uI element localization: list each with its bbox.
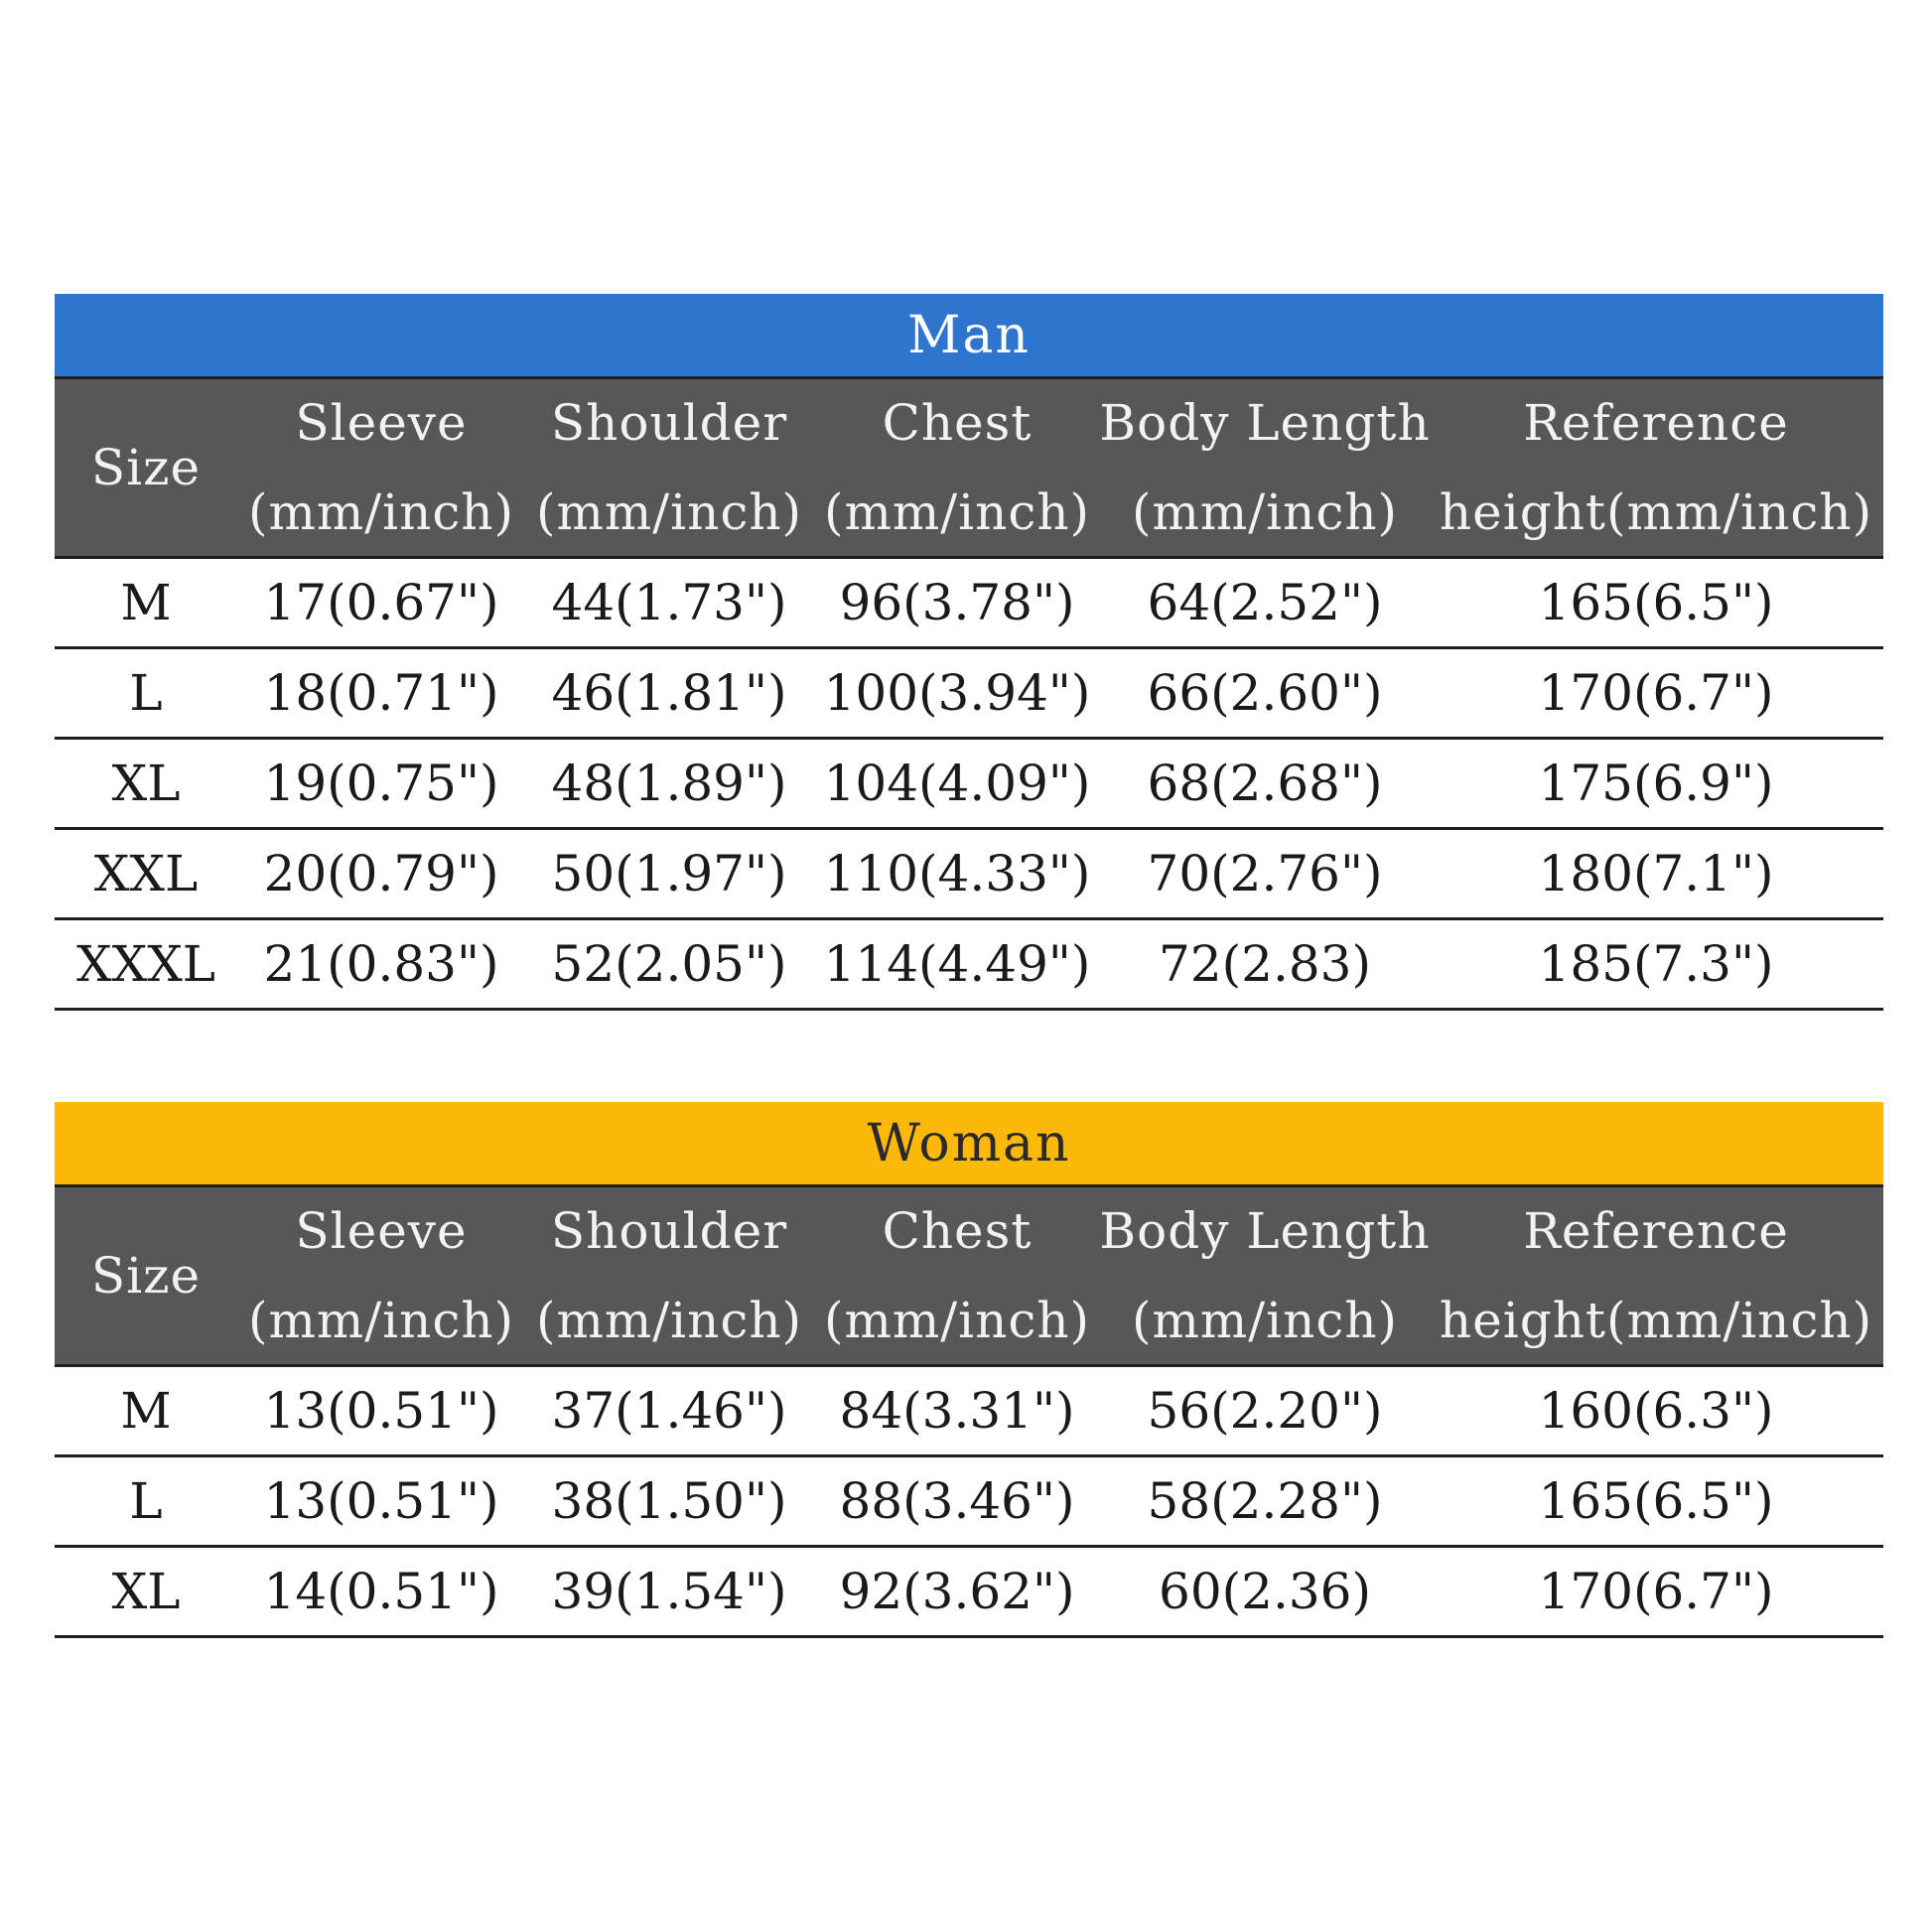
table-row [55, 920, 1883, 1011]
table-row [55, 559, 1883, 649]
size-cell: XL [111, 1563, 181, 1620]
reference-height-cell: 165(6.5") [1538, 1472, 1774, 1530]
sleeve-cell: 21(0.83") [263, 935, 499, 993]
header-reference-height [1429, 1187, 1883, 1364]
body-length-cell: 58(2.28") [1147, 1472, 1383, 1530]
body-length-cell: 68(2.68") [1147, 755, 1383, 812]
table-row [55, 1457, 1883, 1548]
header-chest [813, 379, 1101, 556]
chest-cell: 110(4.33") [823, 845, 1091, 902]
header-size [55, 379, 237, 556]
sleeve-cell: 18(0.71") [263, 664, 499, 722]
reference-height-cell: 170(6.7") [1538, 664, 1774, 722]
chest-cell: 92(3.62") [839, 1563, 1075, 1620]
body-length-cell: 72(2.83) [1159, 935, 1371, 993]
chest-cell: 88(3.46") [839, 1472, 1075, 1530]
man-size-table [55, 294, 1883, 1011]
woman-table-title: Woman [55, 1102, 1883, 1187]
size-cell: XXXL [76, 935, 215, 993]
header-size-label: Size [90, 1247, 202, 1305]
man-table-title: Man [55, 294, 1883, 379]
woman-size-table [55, 1102, 1883, 1638]
shoulder-cell: 46(1.81") [551, 664, 787, 722]
size-cell: L [129, 1472, 163, 1530]
header-sleeve-label: Sleeve [295, 394, 468, 452]
header-reference-label: Reference [1523, 394, 1789, 452]
header-reference-label: Reference [1523, 1202, 1789, 1260]
reference-height-cell: 180(7.1") [1538, 845, 1774, 902]
table-row [55, 1367, 1883, 1457]
table-row [55, 1548, 1883, 1638]
header-body-length-label: Body Length [1099, 1202, 1431, 1260]
reference-height-cell: 175(6.9") [1538, 755, 1774, 812]
header-shoulder-unit: (mm/inch) [535, 483, 803, 541]
header-body-length-unit: (mm/inch) [1131, 1292, 1399, 1349]
body-length-cell: 70(2.76") [1147, 845, 1383, 902]
sleeve-cell: 20(0.79") [263, 845, 499, 902]
header-body-length [1101, 379, 1429, 556]
man-header-row [55, 379, 1883, 559]
header-body-length-label: Body Length [1099, 394, 1431, 452]
header-chest-label: Chest [882, 1202, 1033, 1260]
chest-cell: 114(4.49") [823, 935, 1091, 993]
sleeve-cell: 13(0.51") [263, 1472, 499, 1530]
header-body-length-unit: (mm/inch) [1131, 483, 1399, 541]
header-sleeve [237, 379, 525, 556]
sleeve-cell: 13(0.51") [263, 1382, 499, 1440]
shoulder-cell: 52(2.05") [551, 935, 787, 993]
header-sleeve-unit: (mm/inch) [247, 483, 515, 541]
body-length-cell: 64(2.52") [1147, 574, 1383, 631]
header-sleeve [237, 1187, 525, 1364]
header-reference-unit: height(mm/inch) [1439, 1292, 1873, 1349]
shoulder-cell: 38(1.50") [551, 1472, 787, 1530]
size-cell: XXL [93, 845, 199, 902]
header-chest-unit: (mm/inch) [823, 483, 1091, 541]
size-cell: M [120, 1382, 172, 1440]
size-cell: XL [111, 755, 181, 812]
shoulder-cell: 39(1.54") [551, 1563, 787, 1620]
header-shoulder [525, 379, 813, 556]
table-row [55, 740, 1883, 830]
table-row [55, 649, 1883, 740]
body-length-cell: 60(2.36) [1159, 1563, 1371, 1620]
header-shoulder-label: Shoulder [550, 394, 788, 452]
chest-cell: 104(4.09") [823, 755, 1091, 812]
table-row [55, 830, 1883, 920]
header-chest-label: Chest [882, 394, 1033, 452]
sleeve-cell: 19(0.75") [263, 755, 499, 812]
header-size-label: Size [90, 439, 202, 496]
reference-height-cell: 185(7.3") [1538, 935, 1774, 993]
header-body-length [1101, 1187, 1429, 1364]
size-cell: L [129, 664, 163, 722]
reference-height-cell: 170(6.7") [1538, 1563, 1774, 1620]
body-length-cell: 56(2.20") [1147, 1382, 1383, 1440]
header-shoulder [525, 1187, 813, 1364]
header-sleeve-unit: (mm/inch) [247, 1292, 515, 1349]
shoulder-cell: 44(1.73") [551, 574, 787, 631]
header-reference-height [1429, 379, 1883, 556]
header-size [55, 1187, 237, 1364]
header-sleeve-label: Sleeve [295, 1202, 468, 1260]
reference-height-cell: 165(6.5") [1538, 574, 1774, 631]
size-cell: M [120, 574, 172, 631]
shoulder-cell: 50(1.97") [551, 845, 787, 902]
shoulder-cell: 48(1.89") [551, 755, 787, 812]
sleeve-cell: 14(0.51") [263, 1563, 499, 1620]
chest-cell: 100(3.94") [823, 664, 1091, 722]
header-reference-unit: height(mm/inch) [1439, 483, 1873, 541]
header-shoulder-unit: (mm/inch) [535, 1292, 803, 1349]
chest-cell: 96(3.78") [839, 574, 1075, 631]
shoulder-cell: 37(1.46") [551, 1382, 787, 1440]
header-chest-unit: (mm/inch) [823, 1292, 1091, 1349]
chest-cell: 84(3.31") [839, 1382, 1075, 1440]
body-length-cell: 66(2.60") [1147, 664, 1383, 722]
header-shoulder-label: Shoulder [550, 1202, 788, 1260]
sleeve-cell: 17(0.67") [263, 574, 499, 631]
header-chest [813, 1187, 1101, 1364]
reference-height-cell: 160(6.3") [1538, 1382, 1774, 1440]
woman-header-row [55, 1187, 1883, 1367]
